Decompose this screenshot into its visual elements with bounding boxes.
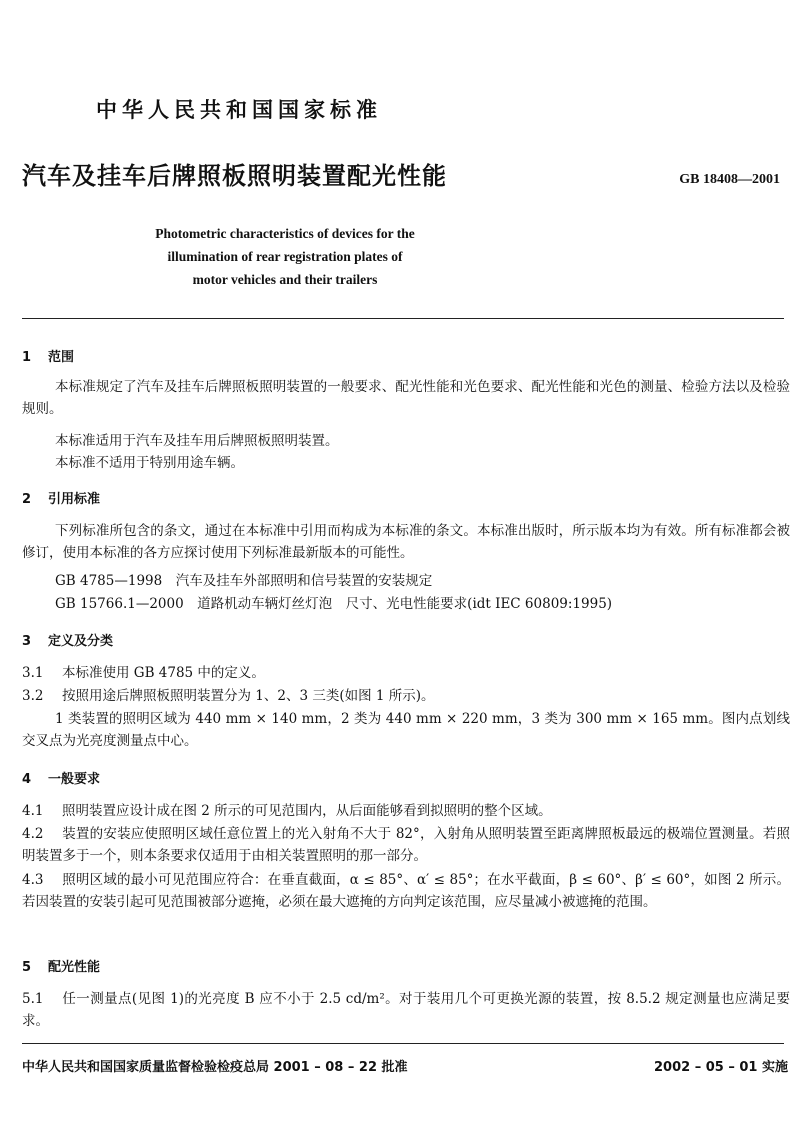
reference-2: GB 15766.1—2000 道路机动车辆灯丝灯泡 尺寸、光电性能要求(idt IEC 60809:1995): [55, 596, 613, 612]
standard-title-en: [110, 222, 460, 291]
section-title: 配光性能: [48, 960, 101, 975]
section-1-para-1: 本标准规定了汽车及挂车后牌照板照明装置的一般要求、配光性能和光色要求、配光性能和光色的测量、检验方法以及检验规则。: [22, 379, 790, 417]
section-3-para: 1 类装置的照明区域为 440 mm × 140 mm，2 类为 440 mm × 220 mm，3 类为 300 mm × 165 mm。图内点划线交叉点为光亮度测量点中心。: [22, 711, 790, 749]
clause-number: 3.1: [22, 665, 44, 681]
section-number: 2: [22, 492, 32, 507]
section-number: 3: [22, 634, 32, 649]
top-divider: [22, 318, 784, 319]
clause-text: 本标准使用 GB 4785 中的定义。: [62, 665, 265, 681]
section-2-heading: [22, 488, 100, 507]
clause-text: 照明装置应设计成在图 2 所示的可见范围内，从后面能够看到拟照明的整个区域。: [62, 803, 552, 819]
reference-1: GB 4785—1998 汽车及挂车外部照明和信号装置的安装规定: [55, 573, 433, 589]
clause-4-3: [22, 869, 790, 913]
section-title: 范围: [48, 350, 75, 365]
section-number: 4: [22, 772, 32, 787]
clause-text: 装置的安装应使照明区域任意位置上的光入射角不大于 82°，入射角从照明装置至距离牌照板最远的极端位置测量。若照明装置多于一个，则本条要求仅适用于由相关装置照明的那一部分。: [22, 826, 790, 864]
section-2-para-1: 下列标准所包含的条文，通过在本标准中引用而构成为本标准的条文。本标准出版时，所示版本均为有效。所有标准都会被修订，使用本标准的各方应探讨使用下列标准最新版本的可能性。: [22, 523, 790, 561]
section-1-heading: [22, 346, 74, 365]
footer-divider: [22, 1043, 784, 1044]
clause-4-1: [22, 800, 790, 822]
section-title: 定义及分类: [48, 634, 114, 649]
section-1-para-3: 本标准不适用于特别用途车辆。: [55, 455, 244, 471]
implementation-date: 2002 – 05 – 01 实施: [654, 1060, 788, 1075]
document-header: 中华人民共和国国家标准: [96, 98, 382, 122]
section-title: 一般要求: [48, 772, 101, 787]
clause-number: 4.1: [22, 803, 44, 819]
clause-text: 按照用途后牌照板照明装置分为 1、2、3 三类(如图 1 所示)。: [62, 688, 435, 704]
clause-5-1: [22, 988, 790, 1032]
section-number: 5: [22, 960, 32, 975]
clause-3-1: [22, 662, 790, 684]
section-3-heading: [22, 630, 113, 649]
clause-number: 3.2: [22, 688, 44, 704]
section-4-heading: [22, 768, 100, 787]
title-en-line: illumination of rear registration plates of: [167, 249, 403, 264]
section-1-para-2: 本标准适用于汽车及挂车用后牌照板照明装置。: [55, 433, 339, 449]
clause-3-2: [22, 685, 790, 707]
title-en-line: motor vehicles and their trailers: [192, 272, 378, 287]
clause-text: 照明区域的最小可见范围应符合：在垂直截面，α ≤ 85°、α′ ≤ 85°；在水平截面，β ≤ 60°、β′ ≤ 60°，如图 2 所示。若因装置的安装引起可见范围被部分遮掩，必须在最大遮掩的方向判定该范围，应尽量减小被遮掩的范围。: [22, 872, 790, 910]
clause-number: 4.2: [22, 826, 44, 842]
approval-info: 中华人民共和国国家质量监督检验检疫总局 2001 – 08 – 22 批准: [22, 1060, 408, 1075]
clause-number: 4.3: [22, 872, 44, 888]
standard-code: GB 18408—2001: [679, 172, 780, 187]
title-en-line: Photometric characteristics of devices for the: [155, 226, 415, 241]
clause-number: 5.1: [22, 991, 44, 1007]
standard-title-cn: 汽车及挂车后牌照板照明装置配光性能: [22, 162, 447, 190]
section-title: 引用标准: [48, 492, 101, 507]
clause-4-2: [22, 823, 790, 867]
clause-text: 任一测量点(见图 1)的光亮度 B 应不小于 2.5 cd/m²。对于装用几个可更换光源的装置，按 8.5.2 规定测量也应满足要求。: [22, 991, 790, 1029]
section-number: 1: [22, 350, 32, 365]
section-5-heading: [22, 956, 100, 975]
